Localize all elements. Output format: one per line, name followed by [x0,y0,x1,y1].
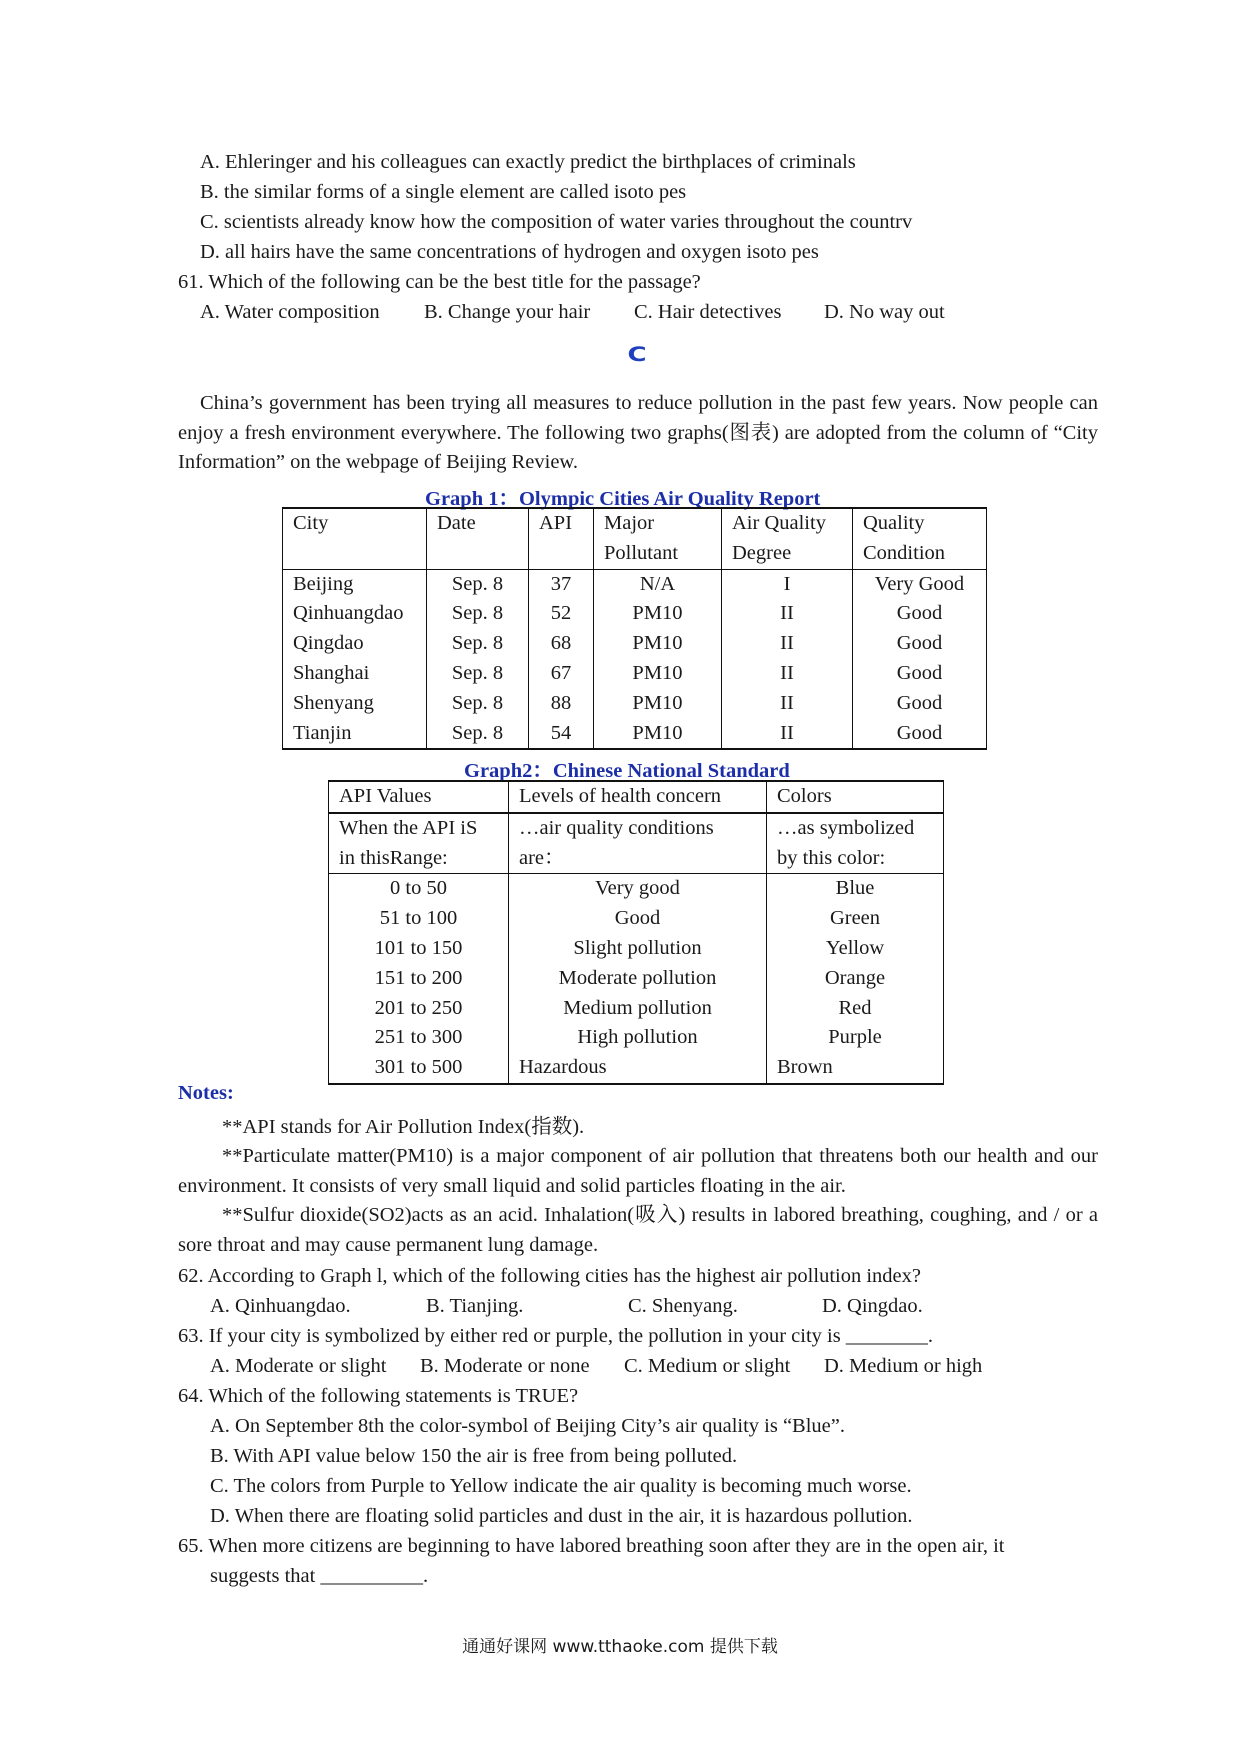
q62-option-c: C. Shenyang. [628,1295,738,1317]
graph1-header-row [283,508,987,569]
pollutant-cell: N/A [639,572,676,595]
subheader-colors: …as symbolized by this color: [767,813,944,874]
page-footer: 通通好课网 www.tthaoke.com 提供下载 [462,1637,778,1657]
city-cell: Beijing [293,572,354,595]
col-header-condition: Quality Condition [853,508,987,569]
color-column [767,874,944,1084]
question-62-options [210,1292,923,1320]
question-65-stem-cont: suggests that __________. [210,1565,429,1587]
color-cell: Red [838,996,872,1019]
condition-column [853,569,987,749]
graph2-body [329,874,944,1084]
q63-option-c: C. Medium or slight [624,1355,791,1377]
date-cell: Sep. 8 [451,572,504,595]
date-cell: Sep. 8 [451,632,504,655]
degree-cell: II [780,691,794,714]
api-cell: 37 [550,572,572,595]
city-column [283,569,427,749]
color-cell: Blue [835,877,875,900]
range-cell: 251 to 300 [374,1026,463,1049]
question-61-stem: 61. Which of the following can be the best title for the passage? [178,271,701,293]
graph2-title: Graph2：Chinese National Standard [464,760,790,782]
level-cell: Moderate pollution [558,966,717,989]
pollutant-cell: PM10 [632,661,683,684]
condition-cell: Good [896,602,943,625]
date-cell: Sep. 8 [451,602,504,625]
q62-option-d: D. Qingdao. [822,1295,923,1317]
q61-option-a: A. Water composition [200,301,380,323]
city-cell: Qinhuangdao [293,602,404,625]
subheader-levels: …air quality conditions are： [509,813,767,874]
degree-cell: II [780,632,794,655]
notes-heading: Notes: [178,1082,234,1104]
col-header-city: City [283,508,427,569]
col-header-date: Date [427,508,529,569]
graph2-header-row [329,781,944,813]
range-cell: 151 to 200 [374,966,463,989]
condition-cell: Good [896,661,943,684]
condition-cell: Good [896,691,943,714]
condition-cell: Good [896,632,943,655]
q61-option-b: B. Change your hair [424,301,591,323]
col-header-api-values: API Values [329,781,509,813]
range-cell: 0 to 50 [390,877,447,900]
color-cell: Yellow [825,936,885,959]
prev-option-c: C. scientists already know how the composition of water varies throughout the countrv [200,211,913,233]
question-63-options [210,1352,982,1380]
graph1-table [282,507,987,750]
level-cell: High pollution [577,1026,698,1049]
color-cell: Orange [824,966,886,989]
q63-option-d: D. Medium or high [824,1355,983,1377]
degree-cell: II [780,661,794,684]
api-cell: 54 [550,721,572,744]
condition-cell: Very Good [874,572,965,595]
question-61-options [200,298,945,326]
city-cell: Qingdao [293,632,364,655]
question-65-stem: 65. When more citizens are beginning to have labored breathing soon after they are in the open air, it [178,1535,1005,1557]
city-cell: Tianjin [293,721,352,744]
color-cell: Green [829,907,881,930]
pollutant-cell: PM10 [632,602,683,625]
city-cell: Shenyang [293,691,374,714]
q64-option-b: B. With API value below 150 the air is free from being polluted. [210,1445,738,1467]
col-header-levels: Levels of health concern [509,781,767,813]
q64-option-d: D. When there are floating solid particles and dust in the air, it is hazardous pollution. [210,1505,913,1527]
pollutant-cell: PM10 [632,691,683,714]
color-cell: Brown [777,1056,833,1079]
city-cell: Shanghai [293,661,370,684]
api-cell: 67 [550,661,572,684]
note-1: **API stands for Air Pollution Index(指数). [222,1116,585,1138]
api-cell: 52 [550,602,572,625]
graph2-table [328,780,944,1085]
pollutant-cell: PM10 [632,721,683,744]
intro-paragraph: China’s government has been trying all measures to reduce pollution in the past few years. Now people can enjoy a fresh environment everywhere. The following two graphs(图表) are adopted from the column of “City Information” on the webpage of Beijing Review. [178,392,1098,473]
api-cell: 88 [550,691,572,714]
q64-option-c: C. The colors from Purple to Yellow indicate the air quality is becoming much worse. [210,1475,912,1497]
section-label: C [627,343,647,367]
level-cell: Hazardous [519,1056,607,1079]
date-cell: Sep. 8 [451,661,504,684]
q61-option-c: C. Hair detectives [634,301,782,323]
api-column [529,569,594,749]
range-cell: 101 to 150 [374,936,463,959]
range-cell: 201 to 250 [374,996,463,1019]
graph2-subheader-row [329,813,944,874]
range-cell: 301 to 500 [374,1056,463,1079]
range-column [329,874,509,1084]
note-3: **Sulfur dioxide(SO2)acts as an acid. Inhalation(吸入) results in labored breathing, coughing, and / or a sore throat and may cause permanent lung damage. [178,1204,1098,1256]
api-cell: 68 [550,632,572,655]
q64-option-a: A. On September 8th the color-symbol of Beijing City’s air quality is “Blue”. [210,1415,845,1437]
col-header-degree: Air Quality Degree [722,508,853,569]
date-cell: Sep. 8 [451,691,504,714]
subheader-api: When the API iS in thisRange: [329,813,509,874]
q63-option-a: A. Moderate or slight [210,1355,387,1377]
prev-option-a: A. Ehleringer and his colleagues can exactly predict the birthplaces of criminals [200,151,856,173]
q62-option-a: A. Qinhuangdao. [210,1295,351,1317]
level-column [509,874,767,1084]
degree-cell: II [780,602,794,625]
graph1-title: Graph 1：Olympic Cities Air Quality Report [425,488,821,510]
level-cell: Good [614,907,661,930]
color-cell: Purple [828,1026,882,1049]
degree-cell: II [780,721,794,744]
range-cell: 51 to 100 [379,907,458,930]
level-cell: Medium pollution [563,996,712,1019]
pollutant-column [594,569,722,749]
degree-column [722,569,853,749]
col-header-colors: Colors [767,781,944,813]
graph1-body [283,569,987,749]
q61-option-d: D. No way out [824,301,945,323]
question-63-stem: 63. If your city is symbolized by either red or purple, the pollution in your city is ________. [178,1325,933,1347]
note-2: **Particulate matter(PM10) is a major component of air pollution that threatens both our health and our environment. It consists of very small liquid and solid particles floating in the air. [178,1145,1098,1197]
question-64-stem: 64. Which of the following statements is TRUE? [178,1385,579,1407]
degree-cell: I [783,572,791,595]
date-column [427,569,529,749]
prev-option-d: D. all hairs have the same concentrations of hydrogen and oxygen isoto pes [200,241,819,263]
col-header-pollutant: Major Pollutant [594,508,722,569]
level-cell: Slight pollution [573,936,702,959]
q62-option-b: B. Tianjing. [426,1295,524,1317]
date-cell: Sep. 8 [451,721,504,744]
question-62-stem: 62. According to Graph l, which of the following cities has the highest air pollution index? [178,1265,921,1287]
level-cell: Very good [595,877,680,900]
prev-option-b: B. the similar forms of a single element are called isoto pes [200,181,687,203]
q63-option-b: B. Moderate or none [420,1355,590,1377]
col-header-api: API [529,508,594,569]
pollutant-cell: PM10 [632,632,683,655]
condition-cell: Good [896,721,943,744]
